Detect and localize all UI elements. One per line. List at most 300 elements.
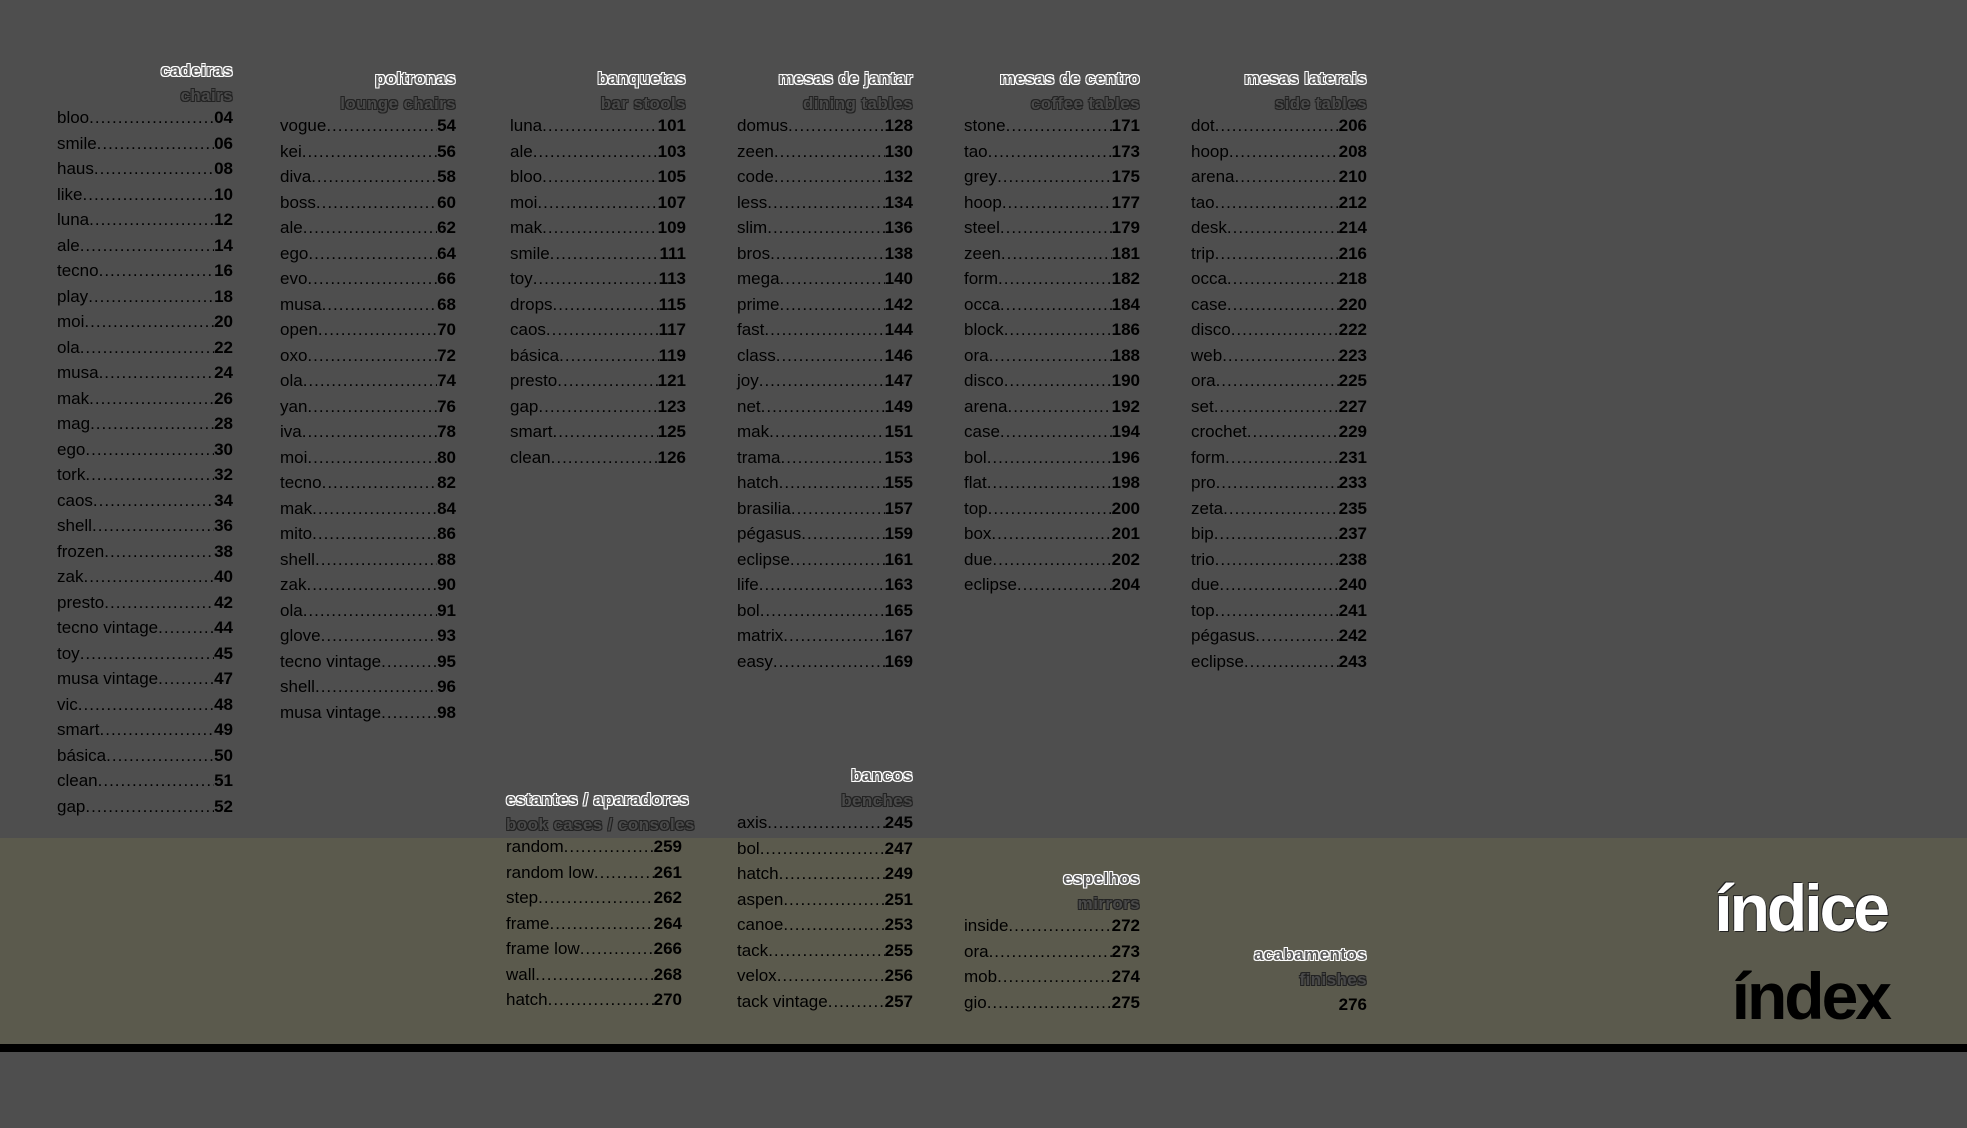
dot-leader <box>759 575 885 595</box>
entry-page-number: 49 <box>214 720 233 739</box>
entry-page-number: 270 <box>653 990 682 1009</box>
entry-page-number: 103 <box>657 141 686 161</box>
dot-leader <box>100 720 215 740</box>
dot-leader <box>768 941 884 961</box>
index-entry <box>1191 116 1367 142</box>
entry-page-number: 266 <box>653 939 682 958</box>
entry-page-number: 111 <box>659 243 686 263</box>
entry-name: arena <box>1191 167 1235 186</box>
entry-page-number: 47 <box>214 669 233 688</box>
dot-leader <box>791 499 885 519</box>
entry-name: prime <box>737 294 780 314</box>
index-entry <box>737 992 913 1018</box>
section-title-en: coffee tables <box>1030 94 1140 113</box>
index-entry <box>964 942 1140 968</box>
dot-leader <box>1215 550 1339 570</box>
dot-leader <box>773 652 885 672</box>
entry-page-number: 134 <box>884 192 913 212</box>
index-entry <box>964 967 1140 993</box>
index-entry <box>280 167 456 193</box>
entry-name: frozen <box>57 541 105 561</box>
entry-name: trip <box>1191 243 1215 263</box>
index-entry <box>737 218 913 244</box>
index-entry <box>57 797 233 823</box>
dot-leader <box>1216 473 1339 493</box>
dot-leader <box>759 371 885 391</box>
dot-leader <box>774 167 885 187</box>
dot-leader <box>84 312 214 332</box>
entry-page-number: 171 <box>1111 116 1140 135</box>
dot-leader <box>988 142 1112 162</box>
dot-leader <box>1000 295 1112 315</box>
entry-name: set <box>1191 396 1214 416</box>
dot-leader <box>1214 397 1339 417</box>
entry-name: luna <box>57 210 90 229</box>
entry-page-number: 212 <box>1338 192 1367 212</box>
entry-name: zeen <box>964 243 1001 263</box>
dot-leader <box>307 269 437 289</box>
dot-leader <box>158 618 214 638</box>
entry-name: tecno vintage <box>57 618 159 637</box>
entry-name: bros <box>737 243 771 263</box>
entry-page-number: 136 <box>884 218 913 237</box>
entry-page-number: 66 <box>437 269 456 288</box>
section-mesas-jantar <box>737 66 913 677</box>
entry-page-number: 109 <box>657 218 686 237</box>
dot-leader <box>542 218 658 238</box>
entry-page-number: 117 <box>658 320 686 339</box>
dot-leader <box>307 346 437 366</box>
entry-page-number: 76 <box>437 396 456 416</box>
entry-name: play <box>57 286 89 306</box>
index-entry <box>737 295 913 321</box>
index-entry <box>1191 448 1367 474</box>
entry-page-number: 78 <box>437 422 456 441</box>
dot-leader <box>1215 244 1339 264</box>
dot-leader <box>777 966 885 986</box>
dot-leader <box>158 669 214 689</box>
dot-leader <box>381 703 437 723</box>
entry-name: tecno vintage <box>280 651 382 671</box>
entry-page-number: 20 <box>214 312 233 331</box>
index-title-pt: índice <box>1714 871 1887 945</box>
dot-leader <box>1215 601 1339 621</box>
index-entry <box>280 116 456 142</box>
index-entry <box>964 397 1140 423</box>
index-entry <box>57 771 233 797</box>
index-entry <box>737 575 913 601</box>
entry-page-number: 91 <box>437 600 456 620</box>
section-poltronas <box>280 66 456 728</box>
entry-name: wall <box>506 964 536 984</box>
entry-page-number: 173 <box>1111 141 1140 161</box>
entry-name: vogue <box>280 116 327 135</box>
entry-name: caos <box>57 490 93 510</box>
entry-page-number: 229 <box>1338 422 1367 441</box>
index-entry <box>510 397 686 423</box>
entry-name: musa <box>57 363 99 382</box>
index-entry <box>506 990 682 1016</box>
entry-name: zak <box>57 567 84 586</box>
index-entry <box>57 465 233 491</box>
dot-leader <box>542 116 657 136</box>
index-entry <box>964 116 1140 142</box>
dot-leader <box>1004 371 1112 391</box>
entry-page-number: 115 <box>658 294 686 314</box>
dot-leader <box>774 142 885 162</box>
dot-leader <box>533 269 659 289</box>
entry-name: hatch <box>737 473 779 492</box>
entry-page-number: 188 <box>1111 345 1140 365</box>
entry-page-number: 42 <box>214 592 233 612</box>
section-banquetas <box>510 66 686 473</box>
entry-name: disco <box>1191 320 1231 339</box>
index-entry <box>280 703 456 729</box>
index-entry <box>57 618 233 644</box>
entry-name: hoop <box>1191 141 1229 161</box>
dot-leader <box>987 993 1112 1013</box>
index-entry <box>280 448 456 474</box>
dot-leader <box>303 601 437 621</box>
entry-name: form <box>964 269 998 288</box>
dot-leader <box>989 346 1112 366</box>
index-entry <box>57 669 233 695</box>
index-entry <box>737 320 913 346</box>
index-entry <box>964 575 1140 601</box>
entry-page-number: 93 <box>437 626 456 645</box>
dot-leader <box>1000 218 1112 238</box>
index-entry <box>510 193 686 219</box>
dot-leader <box>779 864 885 884</box>
index-entry <box>964 167 1140 193</box>
entry-name: hatch <box>506 990 548 1009</box>
index-entry <box>280 142 456 168</box>
index-entry <box>737 397 913 423</box>
entry-name: ora <box>964 941 989 961</box>
index-entry <box>1191 371 1367 397</box>
entry-name: tack vintage <box>737 991 828 1011</box>
entry-name: musa <box>280 294 322 314</box>
entry-name: mito <box>280 524 313 543</box>
entry-name: tao <box>964 141 988 161</box>
entry-page-number: 14 <box>214 235 233 255</box>
index-entry <box>1191 218 1367 244</box>
entry-page-number: 245 <box>884 813 913 832</box>
index-entry <box>737 550 913 576</box>
index-entry <box>964 422 1140 448</box>
dot-leader <box>764 320 884 340</box>
entry-page-number: 214 <box>1338 218 1367 237</box>
dot-leader <box>316 193 437 213</box>
entry-page-number: 262 <box>653 888 682 907</box>
entry-page-number: 151 <box>884 422 913 441</box>
entry-name: grey <box>964 167 998 186</box>
index-entry <box>964 218 1140 244</box>
dot-leader <box>987 448 1112 468</box>
entry-page-number: 182 <box>1111 269 1140 288</box>
index-entry <box>964 346 1140 372</box>
dot-leader <box>381 652 437 672</box>
entry-page-number: 242 <box>1338 626 1367 645</box>
entry-page-number: 64 <box>437 243 456 263</box>
dot-leader <box>1000 422 1112 442</box>
entry-page-number: 130 <box>884 141 913 161</box>
entry-page-number: 210 <box>1338 167 1367 186</box>
index-entry <box>280 422 456 448</box>
dot-leader <box>80 644 214 664</box>
entry-page-number: 105 <box>657 167 686 186</box>
entry-name: disco <box>964 371 1004 390</box>
entry-name: code <box>737 167 774 186</box>
index-entry <box>1191 422 1367 448</box>
index-entry <box>737 167 913 193</box>
entry-name: flat <box>964 473 987 492</box>
entry-name: net <box>737 396 761 416</box>
dot-leader <box>92 516 214 536</box>
index-entry <box>510 346 686 372</box>
entry-name: oxo <box>280 345 308 365</box>
index-entry <box>1191 626 1367 652</box>
entry-page-number: 202 <box>1111 549 1140 569</box>
section-title-pt: mesas laterais <box>1244 69 1367 88</box>
dot-leader <box>998 269 1112 289</box>
entry-page-number: 235 <box>1338 498 1367 518</box>
index-entry <box>1191 473 1367 499</box>
dot-leader <box>557 371 657 391</box>
index-entry <box>737 839 913 865</box>
section-title-en: side tables <box>1274 94 1367 113</box>
index-entry <box>506 939 682 965</box>
entry-name: form <box>1191 447 1225 467</box>
entry-page-number: 16 <box>214 261 233 280</box>
entry-page-number: 196 <box>1111 447 1140 467</box>
index-entry <box>1191 244 1367 270</box>
entry-name: life <box>737 575 759 594</box>
section-cadeiras <box>57 58 233 822</box>
entry-name: zeen <box>737 141 774 161</box>
entry-page-number: 167 <box>884 626 913 645</box>
dot-leader <box>302 422 437 442</box>
entry-page-number: 138 <box>884 243 913 263</box>
dot-leader <box>1215 116 1339 136</box>
bottom-rule <box>0 1044 1967 1052</box>
entry-page-number: 24 <box>214 363 233 382</box>
entry-name: moi <box>510 192 538 212</box>
entry-page-number: 10 <box>214 184 233 204</box>
dot-leader <box>93 491 214 511</box>
index-entry <box>964 269 1140 295</box>
entry-name: toy <box>510 269 533 288</box>
dot-leader <box>767 193 884 213</box>
dot-leader <box>1234 167 1338 187</box>
index-entry <box>737 915 913 941</box>
entry-page-number: 113 <box>658 269 686 288</box>
entry-page-number: 62 <box>437 218 456 237</box>
entry-page-number: 216 <box>1338 243 1367 263</box>
index-entry <box>510 371 686 397</box>
index-entry <box>1191 346 1367 372</box>
entry-name: drops <box>510 294 553 314</box>
section-title-pt: bancos <box>851 766 913 785</box>
dot-leader <box>779 473 885 493</box>
entry-name: frame low <box>506 939 580 958</box>
entry-page-number: 253 <box>884 915 913 934</box>
dot-leader <box>801 524 884 544</box>
dot-leader <box>1222 346 1338 366</box>
dot-leader <box>997 967 1112 987</box>
dot-leader <box>1225 448 1339 468</box>
index-entry <box>510 244 686 270</box>
entry-page-number: 238 <box>1338 549 1367 569</box>
index-entry <box>1191 142 1367 168</box>
index-entry <box>1191 499 1367 525</box>
dot-leader <box>1223 499 1338 519</box>
section-mesas-centro <box>964 66 1140 601</box>
index-entry <box>737 941 913 967</box>
dot-leader <box>551 448 658 468</box>
dot-leader <box>767 218 884 238</box>
index-entry <box>964 371 1140 397</box>
index-entry <box>737 626 913 652</box>
index-entry <box>280 499 456 525</box>
entry-page-number: 237 <box>1338 524 1367 543</box>
entry-page-number: 268 <box>653 964 682 984</box>
dot-leader <box>303 218 437 238</box>
entry-name: random low <box>506 862 594 882</box>
entry-page-number: 223 <box>1338 345 1367 365</box>
index-entry <box>510 448 686 474</box>
dot-leader <box>548 990 654 1010</box>
dot-leader <box>322 295 438 315</box>
index-entry <box>57 720 233 746</box>
dot-leader <box>1004 320 1112 340</box>
entry-page-number: 84 <box>437 498 456 518</box>
entry-page-number: 275 <box>1111 992 1140 1012</box>
entry-name: eclipse <box>964 575 1017 594</box>
index-entry <box>737 499 913 525</box>
entry-page-number: 220 <box>1338 294 1367 314</box>
entry-name: brasilia <box>737 498 791 518</box>
entry-page-number: 273 <box>1111 941 1140 961</box>
dot-leader <box>1227 218 1339 238</box>
entry-name: ego <box>280 243 309 263</box>
entry-name: ora <box>1191 371 1216 390</box>
entry-page-number: 190 <box>1111 371 1140 390</box>
index-entry <box>964 448 1140 474</box>
index-entry <box>506 914 682 940</box>
entry-name: top <box>964 498 988 518</box>
entry-page-number: 264 <box>653 913 682 933</box>
index-entry <box>280 295 456 321</box>
section-title-pt: poltronas <box>374 69 456 88</box>
index-entry <box>1191 397 1367 423</box>
entry-page-number: 159 <box>884 524 913 543</box>
dot-leader <box>85 797 214 817</box>
entry-page-number: 06 <box>214 133 233 153</box>
index-entry <box>964 244 1140 270</box>
entry-name: canoe <box>737 915 784 934</box>
entry-name: musa vintage <box>57 669 159 688</box>
index-entry <box>280 320 456 346</box>
dot-leader <box>1006 116 1112 136</box>
entry-page-number: 70 <box>437 320 456 339</box>
entry-page-number: 28 <box>214 414 233 433</box>
entry-name: easy <box>737 651 773 671</box>
index-entry <box>964 193 1140 219</box>
entry-page-number: 227 <box>1338 396 1367 416</box>
entry-name: aspen <box>737 889 784 909</box>
index-entry <box>964 993 1140 1019</box>
index-entry <box>1191 167 1367 193</box>
index-entry <box>510 142 686 168</box>
index-entry <box>737 813 913 839</box>
entry-page-number: 101 <box>657 116 686 135</box>
entry-name: due <box>964 549 993 569</box>
entry-name: ale <box>510 141 533 161</box>
section-title-en: benches <box>841 791 913 810</box>
dot-leader <box>99 363 215 383</box>
dot-leader <box>83 567 214 587</box>
entry-page-number: 125 <box>657 422 686 441</box>
index-entry <box>737 142 913 168</box>
entry-name: bol <box>964 447 987 467</box>
index-entry <box>964 473 1140 499</box>
dot-leader <box>780 295 885 315</box>
index-entry <box>280 397 456 423</box>
dot-leader <box>553 422 658 442</box>
dot-leader <box>535 965 653 985</box>
index-entry <box>510 422 686 448</box>
entry-page-number: 119 <box>658 345 686 365</box>
dot-leader <box>546 320 659 340</box>
dot-leader <box>988 499 1112 519</box>
entry-page-number: 45 <box>214 643 233 663</box>
entry-page-number: 56 <box>437 141 456 161</box>
index-entry <box>737 966 913 992</box>
entry-page-number: 30 <box>214 439 233 459</box>
entry-name: top <box>1191 600 1215 620</box>
entry-name: básica <box>57 745 107 765</box>
section-title-pt: estantes / aparadores <box>506 790 690 809</box>
entry-page-number: 72 <box>437 345 456 365</box>
entry-page-number: 86 <box>437 524 456 543</box>
entry-page-number: 177 <box>1111 192 1140 212</box>
entry-name: ale <box>280 218 303 237</box>
entry-name: zak <box>280 575 307 594</box>
entry-page-number: 95 <box>437 651 456 671</box>
index-entry <box>506 837 682 863</box>
index-entry <box>280 371 456 397</box>
entry-name: shell <box>280 677 315 696</box>
entry-name: tecno <box>57 261 99 280</box>
index-entry <box>737 524 913 550</box>
entry-page-number: 12 <box>214 210 233 229</box>
entry-name: musa vintage <box>280 702 382 722</box>
dot-leader <box>760 839 885 859</box>
index-entry <box>510 167 686 193</box>
index-entry <box>964 142 1140 168</box>
entry-name: like <box>57 184 83 204</box>
index-entry <box>57 644 233 670</box>
index-entry <box>506 888 682 914</box>
index-entry <box>737 473 913 499</box>
section-title-pt: mesas de centro <box>999 69 1140 88</box>
entry-name: luna <box>510 116 543 135</box>
section-title-pt: cadeiras <box>160 61 233 80</box>
index-entry <box>57 491 233 517</box>
index-entry <box>964 499 1140 525</box>
dot-leader <box>1214 524 1339 544</box>
